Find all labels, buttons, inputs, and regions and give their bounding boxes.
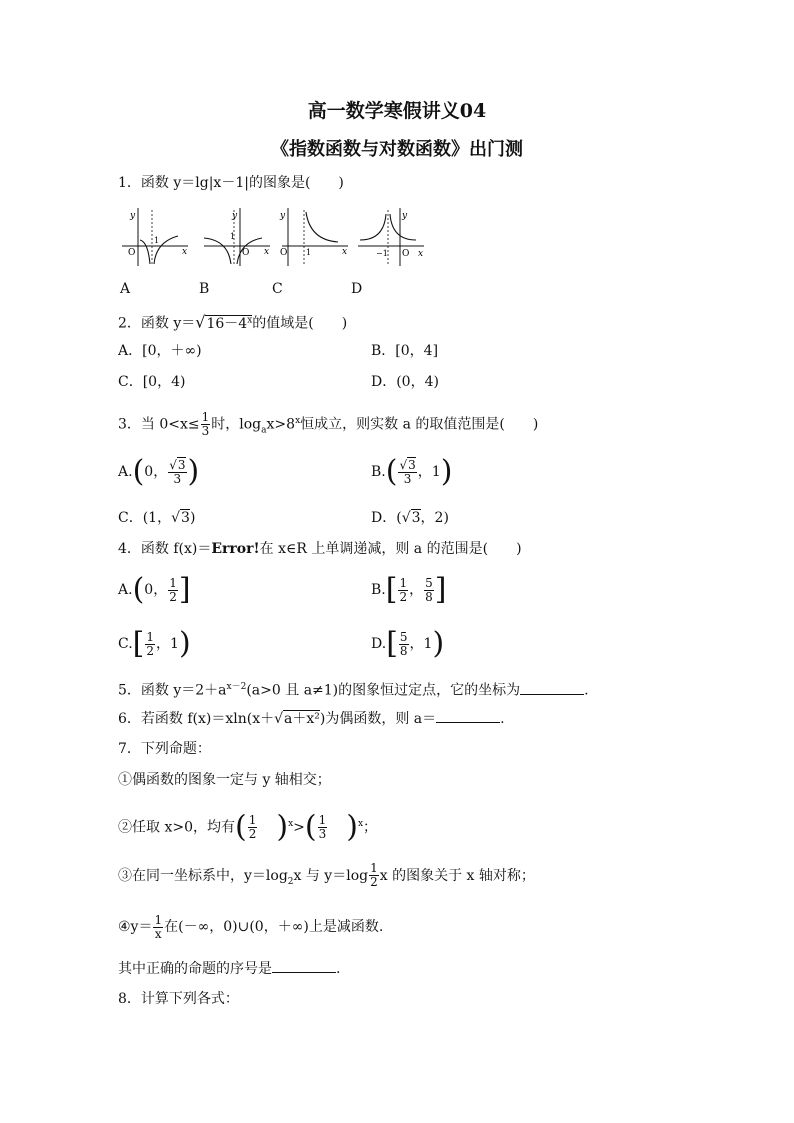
answer-blank — [272, 958, 336, 973]
y-label: y — [232, 211, 238, 221]
q1-label-d: D — [351, 281, 363, 297]
y-label: y — [130, 211, 136, 221]
one-label: 1 — [306, 248, 312, 257]
q5-stem: 5．函数 $y=2+a^{x-2}(a>0$ 且 a≠1)的图象恒过定点，它的坐标为 . — [118, 677, 589, 701]
y-label: y — [402, 211, 408, 221]
q1-graph-b — [200, 206, 272, 268]
neg-one-label: −1 — [376, 249, 388, 258]
answer-blank — [436, 708, 500, 723]
q1-graph-c — [278, 206, 350, 268]
q1-graph-a — [118, 206, 190, 268]
page-title: 高一数学寒假讲义04 — [307, 100, 487, 122]
q8-stem: 8．计算下列各式： — [118, 991, 239, 1007]
q1-graph-d — [354, 206, 426, 268]
origin-label: O — [128, 248, 136, 258]
curve — [306, 212, 338, 242]
one-label: 1 — [154, 236, 160, 245]
q2-option-c: C．[0，4) — [118, 374, 186, 390]
q3-option-a: A.(0， $\frac{√3}{3}$ ) — [118, 454, 200, 489]
q7-prop-2: ②任取 x>0，均有( $\frac{1}{2}$ )$^x$>( $\frac{1}{3}$ )$^x$； — [118, 809, 378, 845]
q7-prop-4: ④y＝ $\frac{1}{x}$ 在(－∞，0)∪(0，＋∞)上是减函数. — [118, 912, 384, 941]
origin-label: O — [280, 248, 288, 258]
q4-stem: 4．函数 f(x)＝Error!在 x∈R 上单调递减，则 a 的范围是( ) — [118, 541, 522, 557]
q2-option-d: D．(0，4) — [371, 374, 439, 390]
page-subtitle: 《指数函数与对数函数》出门测 — [271, 139, 523, 160]
answer-blank — [520, 680, 584, 695]
q3-option-b: B.( $\frac{√3}{3}$ ，1) — [371, 454, 453, 489]
q1-label-c: C — [272, 281, 283, 297]
error-text: Error! — [211, 541, 260, 557]
q7-answer: 其中正确的命题的序号是 . — [118, 958, 340, 979]
origin-label: O — [242, 248, 250, 258]
q7-stem: 7．下列命题： — [118, 741, 211, 757]
q7-prop-1: ①偶函数的图象一定与 y 轴相交； — [118, 772, 331, 788]
q4-option-d: D.[ $\frac{5}{8}$ ，1) — [371, 626, 445, 661]
q4-option-a: A.(0， $\frac{1}{2}$ ] — [118, 572, 191, 607]
curve — [204, 238, 262, 264]
q3-stem: 3．当 0<x≤ $\frac{1}{3}$ 时，$\log_ax>8^x$恒成立，则实数 a 的取值范围是( ) — [118, 410, 539, 439]
x-label: x — [418, 249, 424, 259]
x-label: x — [342, 247, 348, 257]
q4-option-c: C.[ $\frac{1}{2}$ ，1) — [118, 626, 191, 661]
q1-label-b: B — [199, 281, 210, 297]
one-label: 1 — [230, 232, 236, 241]
q3-option-c: C．(1，√3) — [118, 510, 196, 526]
q2-stem: 2．函数 $y=√16-4^x$的值域是( ) — [118, 312, 348, 332]
x-label: x — [264, 247, 270, 257]
q1-label-a: A — [120, 281, 131, 297]
x-label: x — [182, 247, 188, 257]
origin-label: O — [402, 249, 410, 259]
q1-stem: 1．函数 y＝lg|x－1|的图象是( ) — [118, 175, 344, 191]
y-label: y — [280, 211, 286, 221]
q6-stem: 6．若函数 f(x)＝xln(x＋√a＋x²)为偶函数，则 a＝ . — [118, 708, 505, 729]
q2-option-b: B．[0，4] — [371, 343, 439, 359]
q2-option-a: A．[0，＋∞) — [118, 343, 202, 359]
q3-option-d: D．(√3，2) — [371, 510, 449, 526]
q4-option-b: B.[ $\frac{1}{2}$ ， $\frac{5}{8}$ ] — [371, 572, 447, 607]
q7-prop-3: ③在同一坐标系中，$y=\log_2x$ 与 y＝log $\frac{1}{2}$ x 的图象关于 x 轴对称； — [118, 861, 535, 889]
